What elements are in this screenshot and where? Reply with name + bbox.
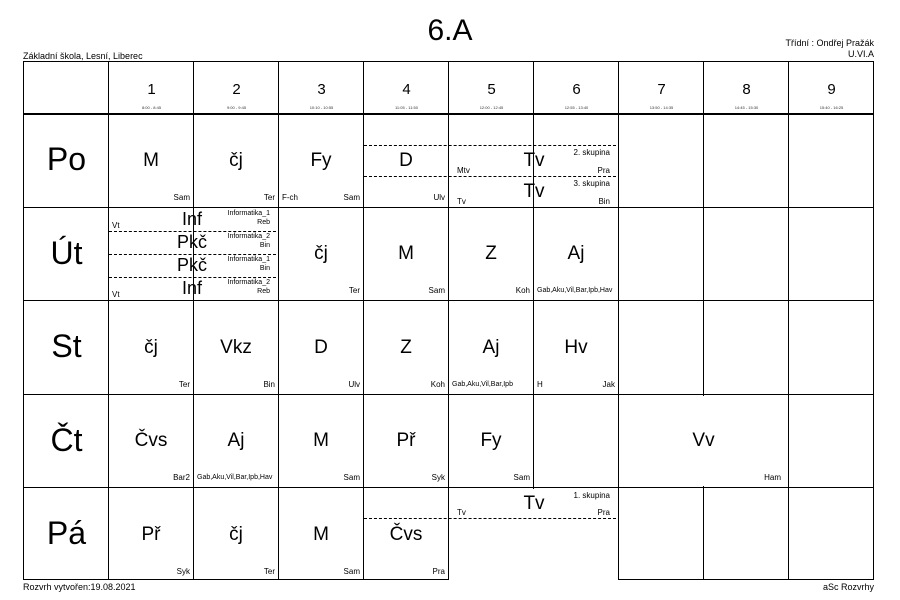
- lesson-teacher: Ter: [263, 193, 275, 202]
- lesson-subject: Pkč: [176, 232, 207, 252]
- lesson-teacher: Syk: [431, 473, 445, 482]
- lesson-teacher: Bin: [598, 197, 610, 206]
- lesson-subject: Inf: [181, 278, 202, 298]
- software-name: aSc Rozvrhy: [822, 582, 874, 592]
- lesson-teacher: Bar2: [173, 473, 190, 482]
- lesson-subject: Inf: [181, 209, 202, 229]
- lesson-teacher: Sam: [343, 473, 360, 482]
- lesson-subject: čj: [229, 524, 243, 545]
- class-code: U.VI.A: [847, 49, 874, 59]
- period-9-time: 15:40 - 16:25: [819, 105, 844, 110]
- period-1-time: 8:00 - 8:45: [141, 105, 162, 110]
- lesson-teacher: Ter: [178, 380, 190, 389]
- period-8-time: 14:45 - 15:30: [734, 105, 759, 110]
- lesson-subject: D: [314, 337, 328, 358]
- lesson-group: Informatika_1 Reb: [214, 209, 270, 227]
- period-1: 1: [147, 81, 156, 98]
- lesson-subject: M: [398, 243, 414, 264]
- period-2-time: 9:00 - 9:45: [226, 105, 247, 110]
- class-teacher-info: [785, 38, 874, 60]
- lesson-subject: M: [313, 430, 329, 451]
- lesson-teacher: Bin: [259, 242, 270, 249]
- lesson-teacher: Gab,Aku,Vil,Bar,Ipb: [452, 381, 513, 388]
- lesson-room: Vt: [112, 221, 120, 230]
- lesson-teacher: Ham: [764, 473, 781, 482]
- lesson-group: Informatika_1 Bin: [214, 255, 270, 273]
- lesson-subject: Př: [141, 524, 161, 545]
- lesson-teacher: Sam: [513, 473, 530, 482]
- lesson-group: 3. skupina: [573, 179, 610, 188]
- lesson-subject: Aj: [227, 430, 245, 451]
- lesson-teacher: Sam: [343, 193, 360, 202]
- lesson-subject: Aj: [567, 243, 585, 264]
- period-6-time: 12:55 - 13:40: [564, 105, 589, 110]
- lesson-teacher: Sam: [343, 567, 360, 576]
- lesson-teacher: Pra: [432, 567, 445, 576]
- lesson-group: 1. skupina: [573, 491, 610, 500]
- lesson-teacher: Gab,Aku,Vil,Bar,Ipb,Hav: [537, 287, 613, 294]
- class-teacher: Třídní : Ondřej Pražák: [785, 38, 874, 48]
- day-label: Pá: [46, 515, 87, 551]
- created-date: Rozvrh vytvořen:19.08.2021: [23, 582, 136, 592]
- period-5-time: 12:00 - 12:45: [479, 105, 504, 110]
- lesson-teacher: Bin: [263, 380, 275, 389]
- lesson-teacher: Sam: [428, 286, 445, 295]
- lesson-room: Mtv: [457, 166, 470, 175]
- lesson-teacher: Sam: [173, 193, 190, 202]
- lesson-group: Informatika_2 Reb: [214, 278, 270, 296]
- lesson-teacher: Pra: [597, 508, 610, 517]
- lesson-teacher: Reb: [257, 219, 270, 226]
- lesson-subject: M: [143, 150, 159, 171]
- lesson-subject: Čvs: [134, 430, 168, 451]
- day-label: Út: [50, 235, 83, 271]
- period-7-time: 13:50 - 14:35: [649, 105, 674, 110]
- lesson-teacher: Koh: [515, 286, 530, 295]
- lesson-teacher: Syk: [176, 567, 190, 576]
- period-4: 4: [402, 81, 411, 98]
- lesson-subject: Vv: [692, 430, 715, 451]
- lesson-subject: Vkz: [220, 337, 252, 358]
- class-title: 6.A: [427, 14, 473, 47]
- lesson-subject: Z: [485, 243, 497, 264]
- lesson-subject: Tv: [523, 493, 545, 514]
- lesson-subject: čj: [314, 243, 328, 264]
- day-label: St: [51, 328, 82, 364]
- lesson-teacher: Ter: [263, 567, 275, 576]
- lesson-teacher: Gab,Aku,Vil,Bar,Ipb,Hav: [197, 474, 273, 481]
- period-3: 3: [317, 81, 326, 98]
- lesson-room: F-ch: [282, 193, 298, 202]
- lesson-teacher: Ter: [348, 286, 360, 295]
- lesson-teacher: Jak: [602, 380, 615, 389]
- lesson-teacher: Ulv: [348, 380, 360, 389]
- day-label: Čt: [50, 422, 83, 458]
- lesson-subject: Pkč: [176, 255, 207, 275]
- lesson-group: Informatika_2 Bin: [214, 232, 270, 250]
- lesson-subject: Z: [400, 337, 412, 358]
- lesson-teacher: Ulv: [433, 193, 445, 202]
- lesson-subject: Tv: [523, 150, 545, 171]
- day-label: Po: [46, 141, 87, 177]
- period-8: 8: [742, 81, 751, 98]
- period-2: 2: [232, 81, 241, 98]
- timetable-grid: [23, 61, 874, 580]
- period-9: 9: [827, 81, 836, 98]
- period-5: 5: [487, 81, 496, 98]
- lesson-room: H: [537, 380, 543, 389]
- lesson-subject: Fy: [480, 430, 502, 451]
- period-7: 7: [657, 81, 666, 98]
- lesson-subject: Čvs: [389, 524, 423, 545]
- lesson-teacher: Koh: [430, 380, 445, 389]
- lesson-teacher: Bin: [259, 265, 270, 272]
- lesson-room: Vt: [112, 290, 120, 299]
- period-4-time: 11:05 - 11:50: [395, 105, 418, 110]
- lesson-room: Tv: [457, 197, 466, 206]
- lesson-teacher: Pra: [597, 166, 610, 175]
- lesson-teacher: Reb: [257, 288, 270, 295]
- lesson-subject: Tv: [523, 181, 545, 202]
- lesson-group: 2. skupina: [573, 148, 610, 157]
- lesson-subject: čj: [229, 150, 243, 171]
- school-name: Základní škola, Lesní, Liberec: [23, 51, 143, 61]
- period-3-time: 10:10 - 10:55: [309, 105, 334, 110]
- period-6: 6: [572, 81, 581, 98]
- lesson-subject: Aj: [482, 337, 500, 358]
- lesson-subject: Fy: [310, 150, 332, 171]
- lesson-subject: Hv: [564, 337, 588, 358]
- lesson-subject: M: [313, 524, 329, 545]
- lesson-room: Tv: [457, 508, 466, 517]
- lesson-subject: D: [399, 150, 413, 171]
- lesson-subject: Př: [396, 430, 416, 451]
- lesson-subject: čj: [144, 337, 158, 358]
